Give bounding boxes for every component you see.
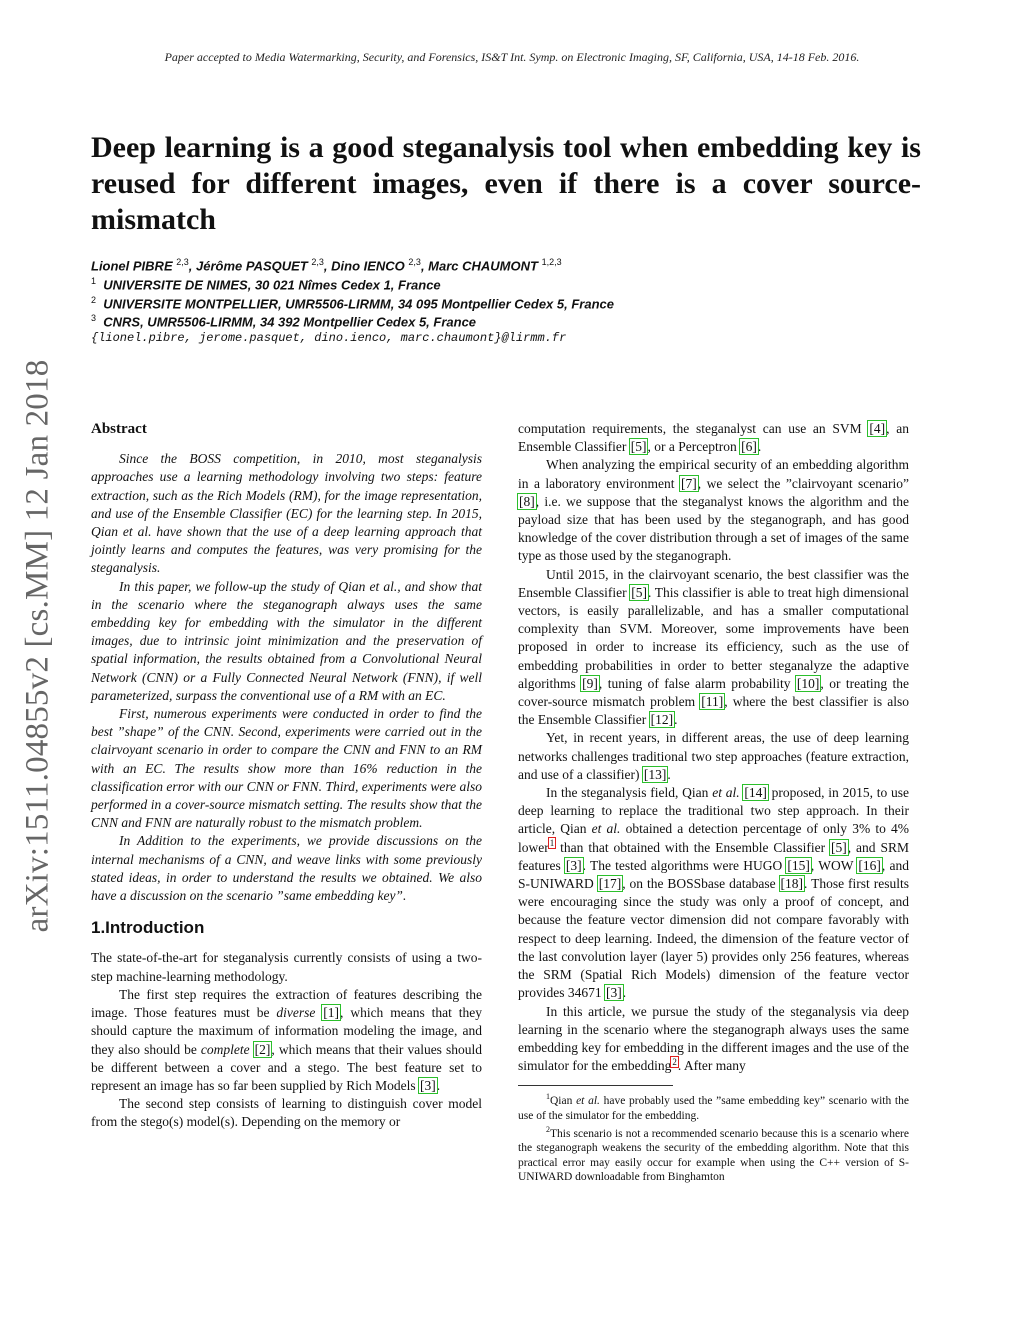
citation-link[interactable]: [10]: [796, 675, 820, 691]
body-paragraph: The second step consists of learning to distinguish cover model from the stego(s) model(s). Depending on the memory or: [91, 1096, 482, 1130]
citation-link[interactable]: [9]: [582, 675, 598, 691]
citation-link[interactable]: [3]: [606, 985, 622, 1001]
citation-link[interactable]: [12]: [650, 712, 674, 728]
citation-link[interactable]: [15]: [787, 857, 810, 873]
citation-link[interactable]: [5]: [631, 584, 648, 600]
abstract-heading: Abstract: [91, 421, 147, 437]
footnote: $^1$Qian et al. have probably used the ”same embedding key” scenario with the use of the simulator for the embedding.: [518, 1092, 909, 1122]
footnote-divider: [518, 1085, 673, 1086]
author-emails: {lionel.pibre, jerome.pasquet, dino.ienco, marc.chaumont}@lirmm.fr: [91, 331, 567, 345]
citation-link[interactable]: [16]: [858, 857, 881, 873]
body-paragraph: In the steganalysis field, Qian et al. [14] proposed, in 2015, to use deep learning to replace the traditional two step approach. In their article, Qian et al. obtained a detection percentage of only 3% to 4% lower$^1$ than that obtained with the Ensemble Classifier [5], and SRM features [3]. The tested algorithms were HUGO [15], WOW [16], and S-UNIWARD [17], on the BOSSbase database [18]. Those first results were encouraging since the study was only a proof of concept, and because the feature vector dimension did not compare favorably with respect to deep learning. Indeed, the dimension of the feature vector of the last convolution layer (layer 5) provides only 256 features, whereas the SRM (Spatial Rich Models) dimension of the feature vector provides 34671 [3].: [518, 785, 909, 1001]
arxiv-side-label: [16, 346, 60, 946]
author-name: Marc CHAUMONT: [428, 258, 538, 274]
citation-link[interactable]: [1]: [323, 1005, 340, 1021]
body-paragraph: When analyzing the empirical security of an embedding algorithm in a laboratory environment [7], we select the ”clairvoyant scenario” [8], i.e. we suppose that the steganalyst knows the algorithm and the payload size that has been used by the steganograph, and has good knowledge of the cover distribution through a set of images of the same type as those used by the steganograph.: [518, 457, 910, 564]
citation-link[interactable]: [3]: [420, 1077, 436, 1093]
footnote-link[interactable]: 1: [549, 838, 555, 849]
author-list: Lionel PIBRE $^{2,3}$, Jérôme PASQUET $^{2,3}$, Dino IENCO $^{2,3}$, Marc CHAUMONT $^{1,2,3}$: [91, 257, 562, 274]
header-note: Paper accepted to Media Watermarking, Security, and Forensics, IS&T Int. Symp. on Electronic Imaging, SF, California, USA, 14-18 Feb. 2016.: [164, 50, 860, 64]
citation-link[interactable]: [14]: [744, 785, 767, 801]
abstract-paragraph: In Addition to the experiments, we provide discussions on the internal mechanisms of a CNN, and weave links with some previously stated ideas, in order to understand the results we obtained. We also have a discussion on the scenario ”same embedding key”.: [91, 833, 482, 904]
affiliation-text: UNIVERSITE DE NIMES, 30 021 Nîmes Cedex 1, France: [103, 277, 441, 293]
author-name: Dino IENCO: [331, 258, 405, 274]
body-paragraph: Yet, in recent years, in different areas, the use of deep learning networks challenges traditional two step approaches (feature extraction, and use of a classifier) [13].: [518, 730, 909, 782]
affiliation-text: UNIVERSITE MONTPELLIER, UMR5506-LIRMM, 34 095 Montpellier Cedex 5, France: [103, 296, 614, 312]
body-paragraph: In this article, we pursue the study of the steganalysis via deep learning in the scenario where the steganograph always uses the same embedding key for embedding in the different images and the use of the simulator for the embedding$^2$. After many: [518, 1003, 909, 1074]
citation-link[interactable]: [6]: [741, 439, 757, 455]
author-affiliation-mark: 2,3: [176, 257, 189, 267]
abstract-paragraph: In this paper, we follow-up the study of Qian et al., and show that in the scenario where the steganograph always uses the same embedding key for embedding with the simulator in the different images, due to intrinsic joint minimization and the preservation of spatial information, the results obtained from a Convolutional Neural Network (CNN) or a Fully Connected Neural Network (FNN), if well parameterized, surpass the conventional use of a RM with an EC.: [91, 578, 482, 703]
citation-link[interactable]: [2]: [254, 1041, 271, 1057]
author-affiliation-mark: 2,3: [311, 257, 324, 267]
affiliation: [91, 295, 614, 311]
affiliation: [91, 276, 441, 292]
affiliation-number: 1: [91, 276, 97, 286]
footnote-link[interactable]: 2: [672, 1056, 677, 1067]
affiliation-text: CNRS, UMR5506-LIRMM, 34 392 Montpellier Cedex 5, France: [103, 314, 477, 330]
citation-link[interactable]: [4]: [869, 421, 886, 436]
citation-link[interactable]: [3]: [565, 857, 582, 873]
body-paragraph: computation requirements, the steganalyst can use an SVM [4], an Ensemble Classifier [5], or a Perceptron [6].: [518, 421, 910, 455]
introduction-heading: 1.Introduction: [91, 918, 205, 938]
body-paragraph: The state-of-the-art for steganalysis currently consists of using a two-step machine-learning methodology.: [91, 950, 482, 984]
affiliation: [91, 313, 476, 329]
citation-link[interactable]: [13]: [643, 766, 667, 782]
paper-title: Deep learning is a good steganalysis tool when embedding key is reused for different images, even if there is a cover source-mismatch: [91, 131, 921, 236]
affiliation-number: 2: [91, 295, 97, 305]
affiliation-number: 3: [91, 313, 97, 323]
abstract: [91, 420, 482, 905]
citation-link[interactable]: [11]: [701, 694, 724, 710]
citation-link[interactable]: [8]: [519, 493, 535, 509]
arxiv-id-text: arXiv:1511.04855v2 [cs.MM] 12 Jan 2018: [19, 359, 56, 933]
citation-link[interactable]: [5]: [831, 839, 847, 855]
author-name: Lionel PIBRE: [91, 258, 173, 274]
author-name: Jérôme PASQUET: [196, 258, 308, 274]
author-affiliation-mark: 1,2,3: [541, 257, 562, 267]
citation-link[interactable]: [17]: [598, 876, 622, 892]
body-paragraph: The first step requires the extraction of features describing the image. Those features must be diverse [1], which means that they should capture the maximum of information modeling the image, and they also should be complete [2], which means that their values should be different between a cover and a stego. The best feature set to represent an image has so far been supplied by Rich Models [3].: [91, 986, 483, 1093]
abstract-paragraph: First, numerous experiments were conducted in order to find the best ”shape” of the CNN. Second, experiments were carried out in the clairvoyant scenario in order to compare the CNN and FNN to an RM with an EC. The results show more than 16% reduction in the classification error with our CNN or FNN. Third, experiments were also performed in a cover-source mismatch setting. The results show that the CNN and FNN are naturally robust to the mismatch problem.: [91, 706, 482, 831]
left-column: [91, 420, 482, 1132]
body-paragraph: Until 2015, in the clairvoyant scenario, the best classifier was the Ensemble Classifier [5]. This classifier is able to treat high dimensional vectors, is easily parallelizable, and has a smaller computational complexity than SVM. Moreover, some improvements have been proposed in order to increase its efficiency, such as the use of embedding probabilities in order to better steganalyze the adaptive algorithms [9], tuning of false alarm probability [10], or treating the cover-source mismatch problem [11], where the best classifier is also the Ensemble Classifier [12].: [518, 566, 910, 728]
abstract-paragraph: Since the BOSS competition, in 2010, most steganalysis approaches use a learning methodology involving two steps: feature extraction, such as the Rich Models (RM), for the image representation, and use of the Ensemble Classifier (EC) for the learning step. In 2015, Qian et al. have shown that the use of a deep learning approach that jointly learns and computes the features, was very promising for the steganalysis.: [91, 451, 482, 576]
right-column: [518, 420, 909, 1185]
citation-link[interactable]: [7]: [681, 475, 697, 491]
citation-link[interactable]: [18]: [780, 876, 804, 892]
citation-link[interactable]: [5]: [630, 439, 647, 455]
footnote: $^2$This scenario is not a recommended scenario because this is a scenario where the steganograph weakens the security of the embedding algorithm. Note that this practical error may easily occur for example when using the C++ version of S-UNIWARD downloadable from Binghamton: [518, 1125, 909, 1184]
author-affiliation-mark: 2,3: [408, 257, 421, 267]
